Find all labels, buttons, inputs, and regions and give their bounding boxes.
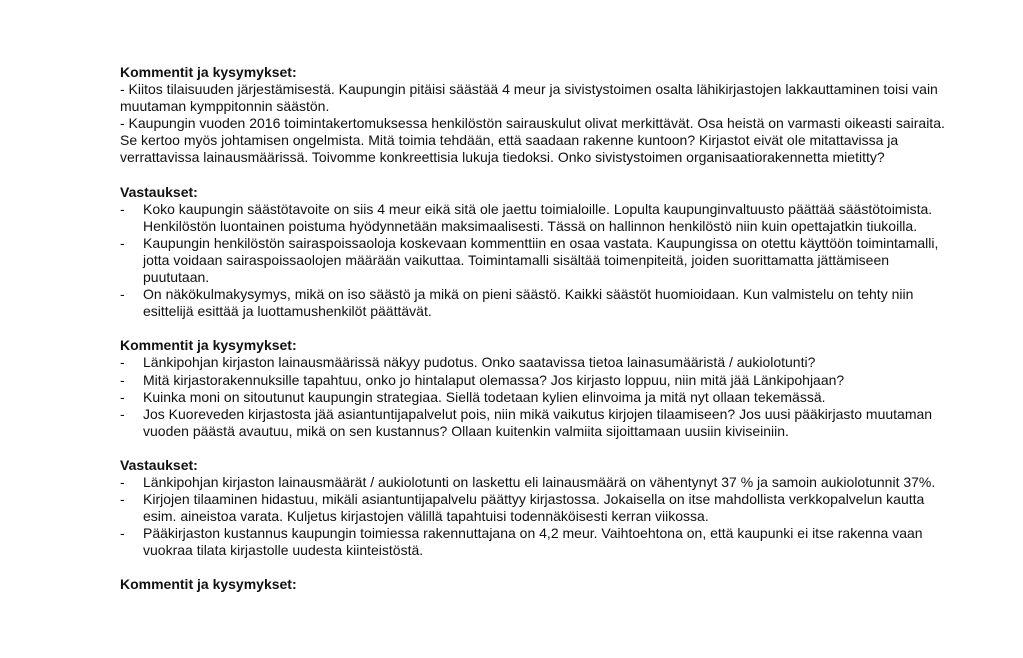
section-heading: Vastaukset: (120, 183, 198, 200)
dash-bullet: - (120, 286, 125, 303)
dash-bullet: - (120, 371, 125, 388)
comments-section-1 (120, 64, 950, 167)
list-item (120, 286, 950, 320)
list-item-text: Länkipohjan kirjaston lainausmäärissä näkyy pudotus. Onko saatavissa tietoa lainasumääristä / aukiolotunti? (143, 354, 816, 371)
document-page (120, 64, 950, 594)
dash-bullet: - (120, 234, 125, 251)
dash-bullet: - (120, 491, 125, 508)
comments-section-3 (120, 576, 950, 593)
section-heading: Kommentit ja kysymykset: (120, 576, 297, 593)
list-item-text: Kirjojen tilaaminen hidastuu, mikäli asiantuntijapalvelu päättyy kirjastossa. Jokaisella on itse mahdollista verkkopalvelun kautta esim. aineistoa varata. Kuljetus kirjastojen välillä tapahtuisi todennäköisesti kerran viikossa. (143, 491, 925, 525)
dash-bullet: - (120, 388, 125, 405)
list-item-text: Kaupungin henkilöstön sairaspoissaoloja koskevaan kommenttiin en osaa vastata. Kaupungissa on otettu käyttöön toimintamalli, jotta voidaan sairaspoissaolojen määrään vaikuttaa. Toimintamalli sisältää toimenpiteitä, joiden suorittamatta jättämiseen puututaan. (143, 234, 939, 286)
list-item (120, 354, 950, 371)
dash-bullet: - (120, 354, 125, 371)
list-item-text: Koko kaupungin säästötavoite on siis 4 meur eikä sitä ole jaettu toimialoille. Lopulta kaupunginvaltuusto päättää säästötoimista. Henkilöstön luontainen poistuma hyödynnetään maksimaalisesti. Tässä on hallinnon henkilöstö niin kuin opettajatkin tiukoilla. (143, 200, 933, 234)
dash-bullet: - (120, 405, 125, 422)
answer-list (120, 201, 950, 321)
dash-bullet: - (120, 525, 125, 542)
answers-section-2 (120, 457, 950, 560)
section-heading: Kommentit ja kysymykset: (120, 337, 297, 354)
list-item-text: Kuinka moni on sitoutunut kaupungin strategiaa. Siellä todetaan kylien elinvoima ja mitä nyt ollaan tekemässä. (143, 388, 826, 405)
list-item-text: Mitä kirjastorakennuksille tapahtuu, onko jo hintalaput olemassa? Jos kirjasto loppuu, niin mitä jää Länkipohjaan? (143, 371, 845, 388)
list-item (120, 235, 950, 286)
list-item (120, 372, 950, 389)
answer-list (120, 474, 950, 559)
dash-bullet: - (120, 473, 125, 490)
comment-paragraph: - Kaupungin vuoden 2016 toimintakertomuksessa henkilöstön sairauskulut olivat merkittävät. Osa heistä on varmasti oikeasti sairaita. Se kertoo myös johtamisen ongelmista. Mitä toimia tehdään, että saadaan rakenne kuntoon? Kirjastot eivät ole mitattavissa ja verrattavissa lainausmäärissä. Toivomme konkreettisia lukuja tiedoksi. Onko sivistystoimen organisaatiorakennetta mietitty? (120, 115, 945, 166)
section-heading: Vastaukset: (120, 456, 198, 473)
comments-section-2 (120, 337, 950, 440)
dash-bullet: - (120, 200, 125, 217)
list-item-text: Länkipohjan kirjaston lainausmäärät / aukiolotunti on laskettu eli lainausmäärä on vähentynyt 37 % ja samoin aukiolotunnit 37%. (143, 473, 936, 490)
list-item (120, 525, 950, 559)
list-item (120, 389, 950, 406)
answers-section-1 (120, 184, 950, 321)
list-item (120, 406, 950, 440)
list-item-text: Pääkirjaston kustannus kaupungin toimiessa rakennuttajana on 4,2 meur. Vaihtoehtona on, että kaupunki ei itse rakenna vaan vuokraa tilata kirjastolle uudesta kiinteistöstä. (143, 525, 923, 559)
list-item (120, 474, 950, 491)
list-item (120, 491, 950, 525)
list-item (120, 201, 950, 235)
section-heading: Kommentit ja kysymykset: (120, 64, 297, 80)
comment-paragraph: - Kiitos tilaisuuden järjestämisestä. Kaupungin pitäisi säästää 4 meur ja sivistystoimen osalta lähikirjastojen lakkauttaminen toisi vain muutaman kymppitonnin säästön. (120, 81, 938, 115)
comment-list (120, 354, 950, 439)
list-item-text: On näkökulmakysymys, mikä on iso säästö ja mikä on pieni säästö. Kaikki säästöt huomioidaan. Kun valmistelu on tehty niin esittelijä esittää ja luottamushenkilöt päättävät. (143, 286, 914, 320)
list-item-text: Jos Kuoreveden kirjastosta jää asiantuntijapalvelut pois, niin mikä vaikutus kirjojen tilaamiseen? Jos uusi pääkirjasto muutaman vuoden päästä avautuu, mikä on sen kustannus? Ollaan kuitenkin valmiita sijoittamaan uusiin kiviseiniin. (143, 405, 933, 439)
